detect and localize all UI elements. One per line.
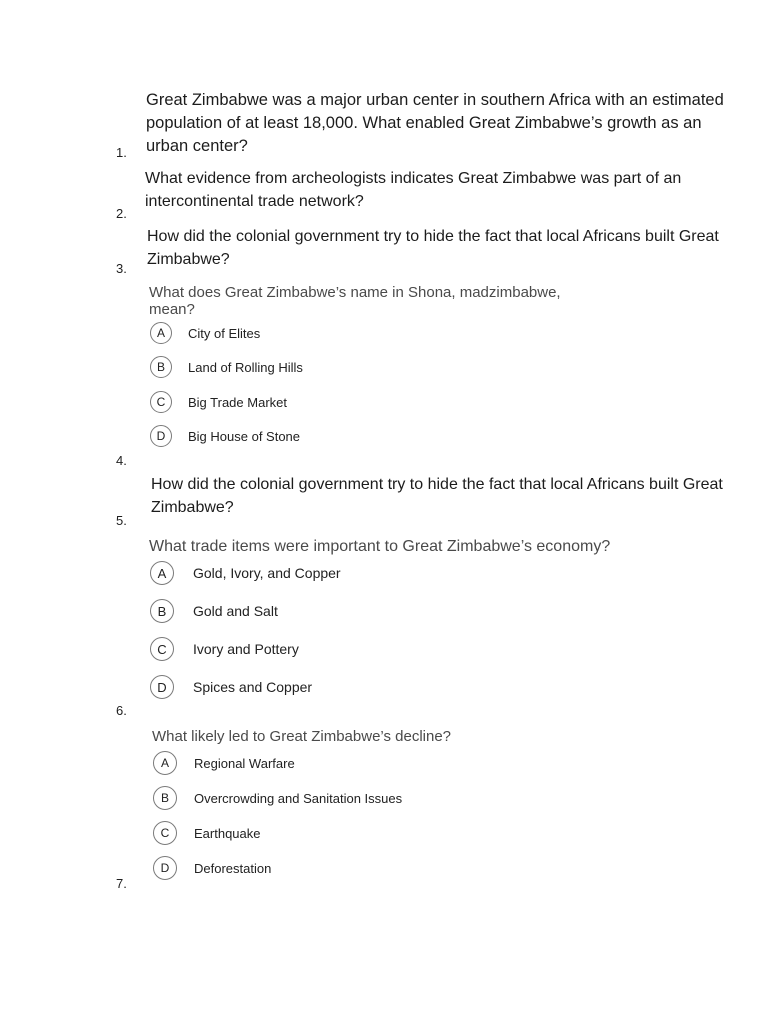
question-2-number: 2. (116, 206, 127, 221)
option-letter-a: A (150, 322, 172, 344)
question-4-text: What does Great Zimbabwe’s name in Shona, madzimbabwe, mean? (149, 284, 561, 318)
option-label: Deforestation (194, 860, 272, 876)
question-1-text: Great Zimbabwe was a major urban center in southern Africa with an estimated population of at least 18,000. What enabled Great Zimbabwe’s growth as an urban center? (146, 91, 724, 155)
question-2-text: What evidence from archeologists indicates Great Zimbabwe was part of an intercontinental trade network? (145, 170, 682, 210)
question-7-option-b[interactable] (153, 785, 402, 811)
question-4-number: 4. (116, 453, 127, 468)
option-letter-b: B (153, 786, 177, 810)
option-letter-d: D (153, 856, 177, 880)
option-label: Land of Rolling Hills (188, 359, 303, 375)
question-6-text: What trade items were important to Great Zimbabwe’s economy? (149, 538, 611, 555)
question-5-text: How did the colonial government try to hide the fact that local Africans built Great Zimbabwe? (151, 476, 723, 516)
option-label: Spices and Copper (193, 679, 313, 695)
option-label: Big House of Stone (188, 428, 301, 444)
question-4-option-a[interactable] (150, 320, 260, 346)
option-letter-a: A (153, 751, 177, 775)
option-letter-a: A (150, 561, 174, 585)
option-letter-c: C (153, 821, 177, 845)
option-letter-c: C (150, 637, 174, 661)
question-1-number: 1. (116, 145, 127, 160)
option-label: Gold, Ivory, and Copper (193, 565, 341, 581)
question-7-number: 7. (116, 876, 127, 891)
question-6-option-a[interactable] (150, 560, 341, 586)
question-7-option-c[interactable] (153, 820, 261, 846)
option-letter-d: D (150, 675, 174, 699)
option-label: City of Elites (188, 325, 261, 341)
option-letter-b: B (150, 599, 174, 623)
question-5-number: 5. (116, 513, 127, 528)
question-6-option-c[interactable] (150, 636, 299, 662)
question-6-option-b[interactable] (150, 598, 278, 624)
option-label: Regional Warfare (194, 755, 295, 771)
question-3-text: How did the colonial government try to hide the fact that local Africans built Great Zimbabwe? (147, 228, 719, 268)
option-letter-b: B (150, 356, 172, 378)
question-7-text: What likely led to Great Zimbabwe’s decline? (152, 728, 452, 745)
option-label: Ivory and Pottery (193, 641, 299, 657)
option-label: Big Trade Market (188, 394, 287, 410)
option-label: Gold and Salt (193, 603, 278, 619)
option-letter-c: C (150, 391, 172, 413)
option-label: Earthquake (194, 825, 261, 841)
question-4-option-d[interactable] (150, 423, 300, 449)
question-4-option-b[interactable] (150, 354, 303, 380)
question-6-number: 6. (116, 703, 127, 718)
question-7-option-d[interactable] (153, 855, 271, 881)
option-letter-d: D (150, 425, 172, 447)
option-label: Overcrowding and Sanitation Issues (194, 790, 403, 806)
question-3-number: 3. (116, 261, 127, 276)
question-6-option-d[interactable] (150, 674, 312, 700)
question-4-option-c[interactable] (150, 389, 287, 415)
question-7-option-a[interactable] (153, 750, 295, 776)
